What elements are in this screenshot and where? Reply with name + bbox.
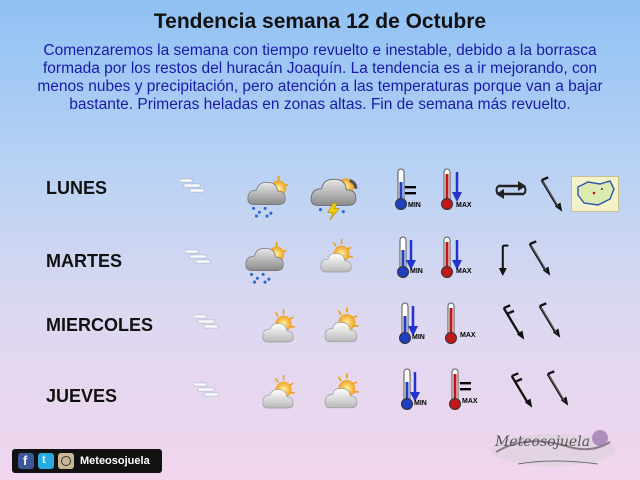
wind-dash-icon bbox=[194, 382, 224, 398]
wind-arrow-icon bbox=[538, 176, 566, 214]
down-arrow-icon bbox=[410, 372, 420, 402]
twitter-icon[interactable]: t bbox=[38, 453, 54, 469]
partly-cloudy-icon bbox=[316, 236, 356, 276]
social-footer bbox=[12, 449, 162, 473]
day-label-miercoles: MIERCOLES bbox=[46, 315, 154, 335]
max-label: MAX bbox=[456, 202, 472, 209]
max-label: MAX bbox=[456, 268, 472, 275]
down-arrow-icon bbox=[452, 172, 462, 202]
min-label: MIN bbox=[412, 334, 425, 341]
wind-dash-icon bbox=[194, 314, 224, 330]
max-label: MAX bbox=[462, 398, 478, 405]
partly-cloudy-icon bbox=[320, 370, 362, 412]
wind-arrow-icon bbox=[544, 370, 572, 408]
wind-arrow-icon bbox=[526, 240, 554, 278]
wind-dash-icon bbox=[180, 178, 210, 194]
footer-label: Meteosojuela bbox=[80, 455, 150, 467]
thermometer-max-icon bbox=[444, 302, 458, 344]
region-map-thumbnail bbox=[571, 176, 619, 212]
page-title: Tendencia semana 12 de Octubre bbox=[153, 10, 487, 33]
partly-cloudy-icon bbox=[258, 306, 298, 346]
down-arrow-icon bbox=[406, 240, 416, 270]
rain-clouds-icon bbox=[244, 170, 292, 218]
min-label: MIN bbox=[410, 268, 423, 275]
wind-arrow-icon bbox=[498, 242, 514, 278]
min-trend-equal: = bbox=[404, 178, 417, 203]
min-label: MIN bbox=[408, 202, 421, 209]
logo-text: Meteosojuela bbox=[495, 434, 591, 450]
max-trend-equal: = bbox=[459, 374, 472, 399]
min-label: MIN bbox=[414, 400, 427, 407]
wind-dash-icon bbox=[186, 249, 216, 265]
facebook-icon[interactable]: f bbox=[18, 453, 34, 469]
storm-clouds-icon bbox=[308, 168, 360, 220]
variable-wind-icon bbox=[494, 180, 528, 200]
down-arrow-icon bbox=[452, 240, 462, 270]
partly-cloudy-icon bbox=[320, 304, 362, 346]
down-arrow-icon bbox=[408, 306, 418, 336]
day-label-lunes: LUNES bbox=[46, 178, 108, 198]
max-label: MAX bbox=[460, 332, 476, 339]
wind-arrow-icon bbox=[500, 304, 528, 342]
wind-arrow-icon bbox=[536, 302, 564, 340]
day-label-jueves: JUEVES bbox=[46, 386, 118, 406]
partly-cloudy-icon bbox=[258, 372, 298, 412]
wind-arrow-icon bbox=[508, 372, 536, 410]
instagram-icon[interactable] bbox=[58, 453, 74, 469]
rain-clouds-icon bbox=[242, 236, 290, 284]
forecast-description: Comenzaremos la semana con tiempo revuelto e inestable, debido a la borrasca formada por los restos del huracán Joaquín. La tendencia es a ir mejorando, con menos nubes y precipitación, pero atención a las temperaturas porque van a bajar bastante. Primeras heladas en zonas altas. Fin de semana más revuelto. bbox=[37, 42, 603, 113]
day-label-martes: MARTES bbox=[46, 251, 122, 271]
